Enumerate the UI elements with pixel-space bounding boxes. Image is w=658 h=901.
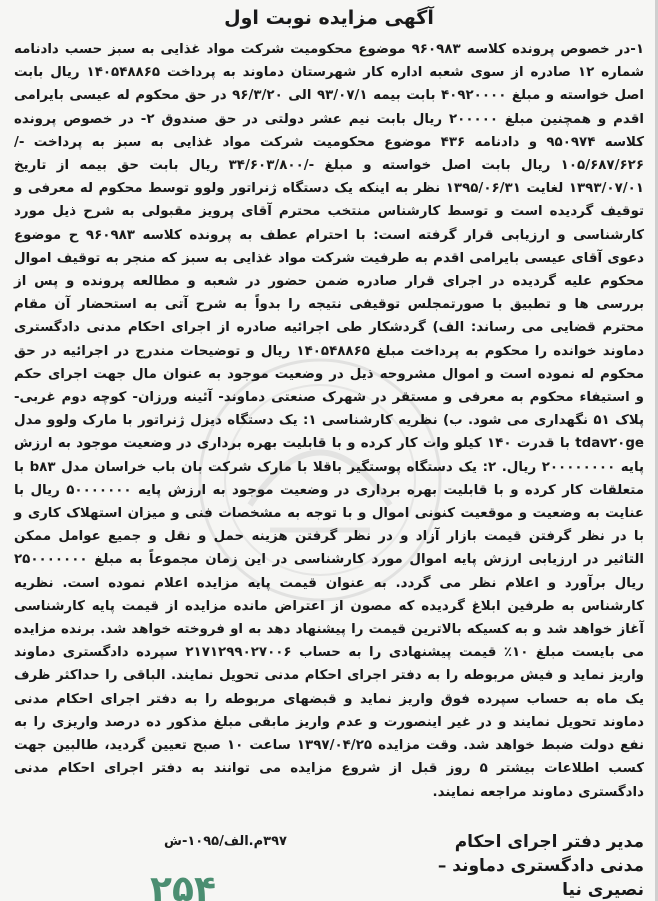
reference-code: ۳۹۷م.الف/۱۰۹۵-ش (164, 834, 287, 849)
handwritten-number: ۲۵۴ (150, 869, 216, 901)
notice-title: آگهی مزایده نوبت اول (224, 7, 434, 29)
notice-body: ۱-در خصوص پرونده کلاسه ۹۶۰۹۸۳ موضوع محکومیت شرکت مواد غذایی به سبز حسب دادنامه شماره ۱۲ صادره از سوی شعبه اداره کار شهرستان دماوند به پرداخت ۱۴۰۵۴۸۸۶۵ ریال بابت اصل خواسته و مبلغ ۴۰۹۲۰۰۰۰ بابت بیمه ۹۳/۰۷/۱ الی ۹۶/۳/۲۰ در حق محکوم له عیسی بایرامی اقدم و همچنین مبلغ ۲۰۰۰۰۰ ریال بابت نیم عشر دولتی در حق صندوق ۲- در خصوص پرونده کلاسه ۹۵۰۹۷۴ و دادنامه ۴۳۶ موضوع محکومیت شرکت مواد غذایی به سبز به پرداخت -/۱۰۵/۶۸۷/۶۲۶ ریال بابت اصل خواسته و مبلغ -/۳۴/۶۰۳/۸۰۰ ریال بابت حق بیمه از تاریخ ۱۳۹۳/۰۷/۰۱ لغایت ۱۳۹۵/۰۶/۳۱ نظر به اینکه یک دستگاه ژنراتور ولوو توسط محکوم له معرفی و توقیف گردیده است و توسط کارشناس منتخب محترم آقای پرویز مقبولی به شرح ذیل مورد کارشناسی و ارزیابی قرار گرفته است: با احترام عطف به پرونده کلاسه ۹۶۰۹۸۳ ح موضوع دعوی آقای عیسی بایرامی اقدم به طرفیت شرکت مواد غذایی به سبز که منجر به توقیف اموال محکوم علیه گردیده در اجرای قرار صادره ضمن حضور در شعبه و مطالعه پرونده و پس از بررسی ها و تطبیق با صورتمجلس توقیفی نتیجه را بدواً به شرح آتی به استحضار آن مقام محترم قضایی می رساند: الف) گردشکار طی اجرائیه صادره از اجرای احکام مدنی دادگستری دماوند خوانده را محکوم به پرداخت مبلغ ۱۴۰۵۴۸۸۶۵ ریال و توضیحات مندرج در اجرائیه در حق محکوم له نموده است و اموال مشروحه ذیل در وضعیت موجود به عنوان مال جهت اجرای حکم و استیفاء محکوم به معرفی و مستقر در شهرک صنعتی دماوند- آئینه ورزان- کوچه دوم غربی- پلاک ۵۱ نگهداری می شود. ب) نظریه کارشناسی ۱: یک دستگاه دیزل ژنراتور با مارک ولوو مدل tdav۲۰ge با قدرت ۱۴۰ کیلو وات کار کرده و با قابلیت بهره برداری در وضعیت موجود به ارزش پایه ۲۰۰۰۰۰۰۰۰ ریال. ۲: یک دستگاه پوستگیر باقلا با مارک شرکت بان باب خراسان مدل b۸۳ با متعلقات کار کرده و با قابلیت بهره برداری در وضعیت موجود به ارزش پایه ۵۰۰۰۰۰۰۰ ریال با عنایت به وضعیت و موقعیت کنونی اموال و با توجه به مشخصات فنی و میزان استهلاک کاری و با در نظر گرفتن قیمت بازار آزاد و در نظر گرفتن هزینه حمل و نقل و جمیع عوامل ممکن التاثیر در ارزیابی ارزش پایه اموال مورد کارشناسی در این زمان مجموعاً به مبلغ ۲۵۰۰۰۰۰۰۰ ریال برآورد و اعلام نظر می گردد. به عنوان قیمت پایه مزایده اعلام نموده است. نظریه کارشناس به طرفین ابلاغ گردیده که مصون از اعتراض مانده مزایده از قیمت پایه کارشناسی آغاز خواهد شد و به کسیکه بالاترین قیمت را پیشنهاد دهد به او فروخته خواهد شد. برنده مزایده می بایست مبلغ ۱۰٪ قیمت پیشنهادی را به حساب ۲۱۷۱۲۹۹۰۲۷۰۰۶ سپرده دادگستری دماوند واریز نماید و فیش مربوطه را به دفتر اجرای احکام مدنی تحویل نمایند. الباقی را حداکثر ظرف یک ماه به حساب سپرده فوق واریز نماید و قبضهای مربوطه را به دفتر اجرای احکام مدنی دماوند تحویل نمایند و در غیر اینصورت و عدم واریز مابقی مبلغ مذکور ده درصد واریزی را به نفع دولت ضبط خواهد شد. وقت مزایده ۱۳۹۷/۰۴/۲۵ ساعت ۱۰ صبح تعیین گردید، طالبین جهت کسب اطلاعات بیشتر ۵ روز قبل از شروع مزایده می توانند به دفتر اجرای احکام مدنی دادگستری دماوند مراجعه نمایند. (14, 42, 645, 800)
signature-line: مدیر دفتر اجرای احکام مدنی دادگستری دماوند – نصیری نیا (437, 832, 644, 900)
